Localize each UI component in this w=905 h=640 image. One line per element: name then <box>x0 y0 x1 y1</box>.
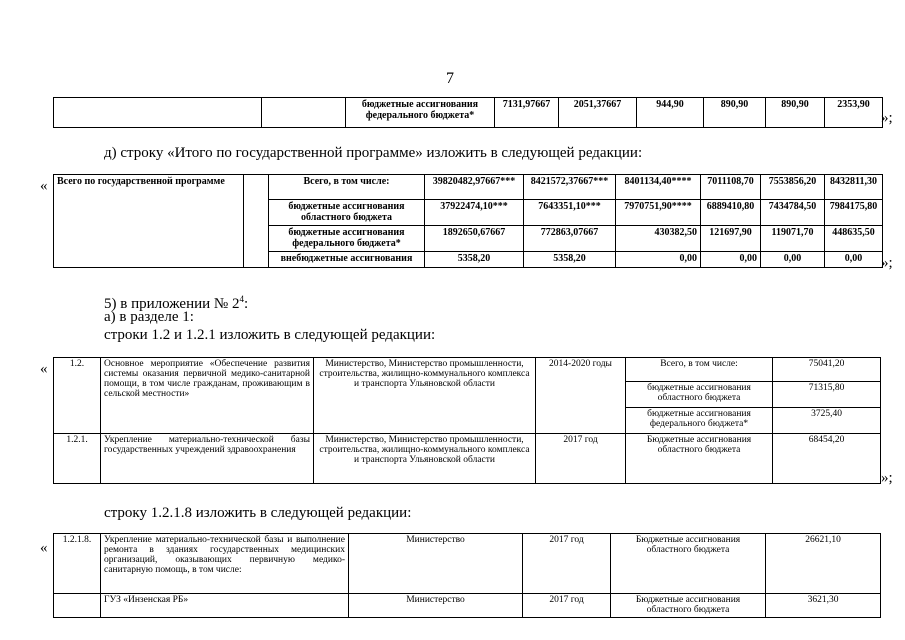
period: 2014-2020 годы <box>536 358 626 434</box>
source-label: Бюджетные ассигнования областного бюджета <box>611 534 766 594</box>
source-label: бюджетные ассигнования областного бюджета <box>626 382 773 408</box>
row-number: 1.2.1.8. <box>54 534 101 594</box>
row-number: 1.2.1. <box>54 434 101 484</box>
value-cell: 5358,20 <box>524 252 616 268</box>
value-cell: 944,90 <box>637 98 704 128</box>
activities-table <box>53 357 881 484</box>
value-cell: 890,90 <box>766 98 825 128</box>
value-cell: 448635,50 <box>825 226 883 252</box>
responsible-org: Министерство, Министерство промышленности, строительства, жилищно-коммунального комплекса и транспорта Ульяновской области <box>314 358 536 434</box>
value-cell: 0,00 <box>701 252 761 268</box>
paragraph-row-1218: строку 1.2.1.8 изложить в следующей редакции: <box>104 505 412 521</box>
budget-table-continuation <box>53 97 883 128</box>
program-total-table <box>53 174 883 268</box>
responsible-org: Министерство <box>349 534 523 594</box>
value-cell: 7011108,70 <box>701 175 761 200</box>
value-cell: 68454,20 <box>773 434 881 484</box>
source-label: Всего, в том числе: <box>626 358 773 382</box>
opening-quote: « <box>40 540 48 556</box>
period: 2017 год <box>523 594 611 618</box>
row-label: Всего, в том числе: <box>269 175 425 200</box>
value-cell: 121697,90 <box>701 226 761 252</box>
row-label: бюджетные ассигнования федерального бюджета* <box>269 226 425 252</box>
source-label: бюджетные ассигнования федерального бюджета* <box>626 408 773 434</box>
value-cell: 0,00 <box>616 252 701 268</box>
period: 2017 год <box>536 434 626 484</box>
value-cell: 75041,20 <box>773 358 881 382</box>
program-title: Всего по государственной программе <box>54 175 244 268</box>
value-cell: 2051,37667 <box>559 98 637 128</box>
value-cell: 7131,97667 <box>495 98 559 128</box>
value-cell: 2353,90 <box>825 98 883 128</box>
activity-name: Основное мероприятие «Обеспечение развития системы оказания первичной медико-санитарной помощи, в том числе гражданам, проживающим в сельской местности» <box>101 358 314 434</box>
value-cell: 37922474,10*** <box>425 200 524 226</box>
value-cell: 39820482,97667*** <box>425 175 524 200</box>
value-cell: 3725,40 <box>773 408 881 434</box>
page-number: 7 <box>446 70 454 87</box>
paragraph-a: а) в разделе 1: <box>104 309 194 325</box>
empty-cell <box>54 98 262 128</box>
value-cell: 7643351,10*** <box>524 200 616 226</box>
closing-quote: »; <box>881 255 893 271</box>
value-cell: 7970751,90**** <box>616 200 701 226</box>
period: 2017 год <box>523 534 611 594</box>
row-number <box>54 594 101 618</box>
value-cell: 1892650,67667 <box>425 226 524 252</box>
paragraph-d: д) строку «Итого по государственной программе» изложить в следующей редакции: <box>104 145 643 161</box>
value-cell: 5358,20 <box>425 252 524 268</box>
row-label: бюджетные ассигнования областного бюджета <box>269 200 425 226</box>
value-cell: 772863,07667 <box>524 226 616 252</box>
paragraph-rows: строки 1.2 и 1.2.1 изложить в следующей редакции: <box>104 327 436 343</box>
activity-name: Укрепление материально-технической базы и выполнение ремонта в зданиях государственных медицинских организаций, оказывающих первичную медико-санитарную помощь, в том числе: <box>101 534 349 594</box>
value-cell: 7553856,20 <box>761 175 825 200</box>
value-cell: 71315,80 <box>773 382 881 408</box>
empty-cell <box>244 175 269 268</box>
opening-quote: « <box>40 361 48 377</box>
row-label: бюджетные ассигнования федерального бюджета* <box>346 98 495 128</box>
activity-1218-table <box>53 533 881 618</box>
value-cell: 3621,30 <box>766 594 881 618</box>
value-cell: 7434784,50 <box>761 200 825 226</box>
closing-quote: »; <box>881 110 893 126</box>
source-label: Бюджетные ассигнования областного бюджета <box>626 434 773 484</box>
value-cell: 8401134,40**** <box>616 175 701 200</box>
source-label: Бюджетные ассигнования областного бюджета <box>611 594 766 618</box>
value-cell: 430382,50 <box>616 226 701 252</box>
value-cell: 7984175,80 <box>825 200 883 226</box>
value-cell: 8421572,37667*** <box>524 175 616 200</box>
closing-quote: »; <box>881 470 893 486</box>
value-cell: 6889410,80 <box>701 200 761 226</box>
value-cell: 0,00 <box>761 252 825 268</box>
value-cell: 890,90 <box>704 98 766 128</box>
opening-quote: « <box>40 178 48 194</box>
activity-name: ГУЗ «Инзенская РБ» <box>101 594 349 618</box>
paragraph-5: 5) в приложении № $2^4$: <box>104 294 249 312</box>
row-label: внебюджетные ассигнования <box>269 252 425 268</box>
row-number: 1.2. <box>54 358 101 434</box>
value-cell: 26621,10 <box>766 534 881 594</box>
responsible-org: Министерство <box>349 594 523 618</box>
value-cell: 119071,70 <box>761 226 825 252</box>
activity-name: Укрепление материально-технической базы государственных учреждений здравоохранения <box>101 434 314 484</box>
responsible-org: Министерство, Министерство промышленности, строительства, жилищно-коммунального комплекса и транспорта Ульяновской области <box>314 434 536 484</box>
empty-cell <box>262 98 346 128</box>
value-cell: 8432811,30 <box>825 175 883 200</box>
value-cell: 0,00 <box>825 252 883 268</box>
